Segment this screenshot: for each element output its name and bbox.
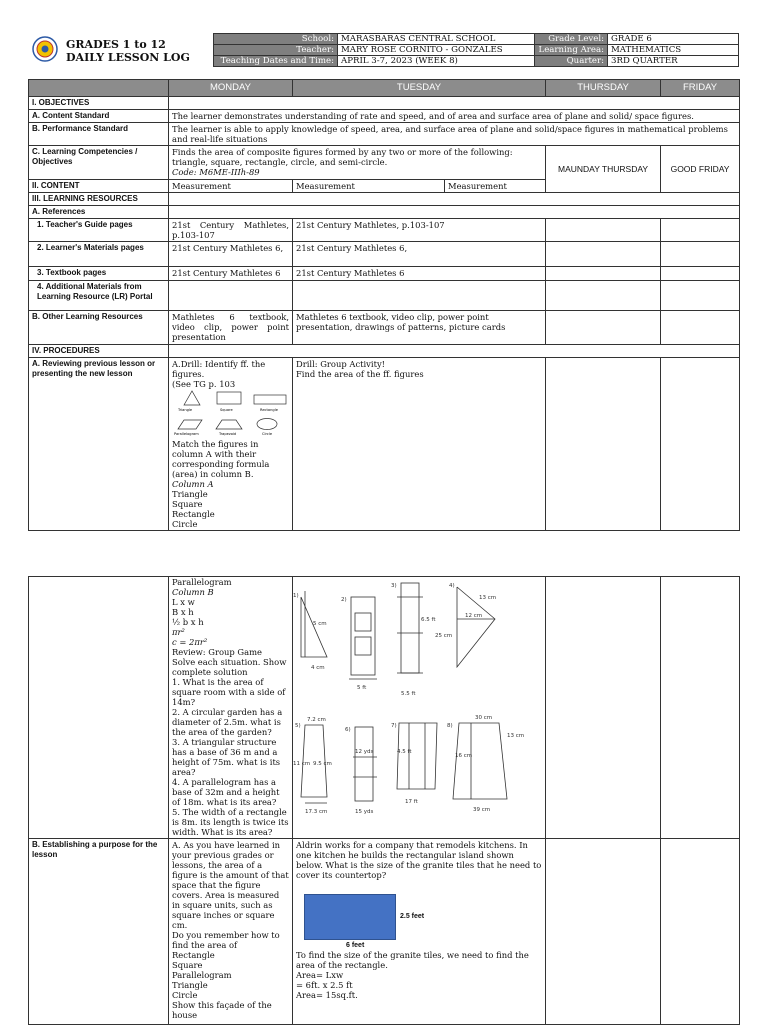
dimension-label: 17 ft	[405, 799, 418, 805]
reviewing-label: A. Reviewing previous lesson or presenting the new lesson	[29, 358, 169, 531]
purpose-intro: A. As you have learned in your previous grades or lessons, the area of a figure is the amount of that space that the figure covers. Area is measured in square units, such as square inches or square cm.	[172, 840, 289, 930]
reviewing-tuesday	[293, 358, 546, 531]
good-friday: GOOD FRIDAY	[661, 146, 740, 193]
school-value: MARASBARAS CENTRAL SCHOOL	[338, 34, 535, 45]
question-1: 1. What is the area of square room with a side of 14m?	[172, 677, 286, 707]
dimension-label: 30 cm	[475, 715, 493, 721]
figure-8-shape	[453, 723, 507, 799]
performance-standard-text: The learner is able to apply knowledge of speed, area, and surface area of plane and solid/space figures in mathematical problems and real-life situations	[169, 123, 740, 146]
log-title-line2: DAILY LESSON LOG	[66, 51, 190, 64]
teachers-guide-label: 1. Teacher's Guide pages	[29, 219, 169, 242]
content-standard-label: A. Content Standard	[29, 110, 169, 123]
deped-seal	[32, 36, 58, 62]
shape-label-square: Square	[220, 408, 233, 412]
column-a-parallelogram: Parallelogram	[172, 577, 232, 587]
question-4: 4. A parallelogram has a base of 32m and a height of 18m. what is its area?	[172, 777, 280, 807]
dimension-label: 4 cm	[311, 665, 325, 671]
figure-2-shape	[351, 597, 375, 675]
dimension-label: 11 cm	[293, 761, 311, 767]
column-b-item: πr²	[172, 627, 185, 637]
purpose-item: Rectangle	[172, 950, 215, 960]
dates-value: APRIL 3-7, 2023 (WEEK 8)	[338, 56, 535, 67]
figure-number: 2)	[341, 597, 347, 603]
day-friday: FRIDAY	[661, 80, 740, 97]
competencies-cell	[169, 146, 546, 180]
dimension-label: 13 cm	[479, 595, 497, 601]
content-standard-text: The learner demonstrates understanding of rate and speed, and of area and surface area of plane and solid/ space figures.	[169, 110, 740, 123]
day-tuesday: TUESDAY	[293, 80, 546, 97]
maunday-thursday: MAUNDAY THURSDAY	[546, 146, 661, 193]
rectangle-shape	[254, 395, 286, 404]
figure-6-shape	[355, 727, 373, 801]
countertop-rectangle	[304, 894, 396, 940]
countertop-length-label: 6 feet	[346, 942, 365, 949]
figure-number: 1)	[293, 593, 299, 599]
kitchen-problem: Aldrin works for a company that remodels kitchens. In one kitchen he builds the rectangular island shown below. What is the size of the granite tiles that he need to cover its countertop?	[296, 840, 542, 880]
column-b-item: L x w	[172, 597, 195, 607]
procedures-heading: IV. PROCEDURES	[29, 345, 169, 358]
dimension-label: 39 cm	[473, 807, 491, 813]
grade-level-value: GRADE 6	[608, 34, 739, 45]
drill-reference: (See TG p. 103	[172, 379, 236, 389]
references-label: A. References	[29, 206, 169, 219]
learning-area-value: MATHEMATICS	[608, 45, 739, 56]
match-instruction: Match the figures in column A with their corresponding formula (area) in column B.	[172, 439, 270, 479]
learners-materials-label: 2. Learner's Materials pages	[29, 242, 169, 267]
performance-standard-label: B. Performance Standard	[29, 123, 169, 146]
dimension-label: 4.5 ft	[397, 749, 412, 755]
dimension-label: 13 cm	[507, 733, 525, 739]
learners-materials-tuesday: 21st Century Mathletes 6,	[293, 242, 546, 267]
column-b-item: c = 2πr²	[172, 637, 208, 647]
competencies-label: C. Learning Competencies / Objectives	[29, 146, 169, 180]
dimension-label: 5 ft	[357, 685, 367, 691]
figure-number: 5)	[295, 723, 301, 729]
purpose-item: Triangle	[172, 980, 208, 990]
purpose-question: Do you remember how to find the area of	[172, 930, 280, 950]
column-a-item: Circle	[172, 519, 198, 529]
log-title-line1: GRADES 1 to 12	[66, 38, 166, 51]
composite-figures	[293, 577, 543, 835]
composite-figures-cell	[293, 577, 546, 839]
other-resources-tuesday: Mathletes 6 textbook, video clip, power point presentation, drawings of patterns, picture cards	[293, 311, 546, 345]
question-5: 5. The width of a rectangle is 8m. its length is twice its width. What is its area?	[172, 807, 289, 837]
purpose-item: Square	[172, 960, 203, 970]
find-area-instruction: Find the area of the ff. figures	[296, 369, 424, 379]
reviewing-monday	[169, 358, 293, 531]
textbook-tuesday: 21st Century Mathletes 6	[293, 267, 546, 281]
solve-instruction: Solve each situation. Show complete solution	[172, 657, 287, 677]
purpose-item: Parallelogram	[172, 970, 232, 980]
textbook-monday: 21st Century Mathletes 6	[169, 267, 293, 281]
countertop-figure	[296, 880, 542, 950]
header-info-table	[213, 33, 739, 67]
teacher-value: MARY ROSE CORNITO - GONZALES	[338, 45, 535, 56]
figure-number: 7)	[391, 723, 397, 729]
shape-label-circle: Circle	[262, 432, 273, 436]
column-a-item: Triangle	[172, 489, 208, 499]
drill-instruction: A.Drill: Identify ff. the figures.	[172, 359, 266, 379]
circle-shape	[257, 419, 277, 430]
purpose-label: B. Establishing a purpose for the lesson	[29, 839, 169, 1025]
column-a-item: Square	[172, 499, 203, 509]
day-thursday: THURSDAY	[546, 80, 661, 97]
content-tuesday: Measurement	[293, 180, 445, 193]
trapezoid-shape	[216, 420, 242, 429]
column-b-item: ½ b x h	[172, 617, 204, 627]
countertop-width-label: 2.5 feet	[400, 913, 425, 920]
review-heading: Review: Group Game	[172, 647, 263, 657]
purpose-item: Circle	[172, 990, 198, 1000]
dimension-label: 5.5 ft	[401, 691, 416, 697]
other-resources-label: B. Other Learning Resources	[29, 311, 169, 345]
dimension-label: 15 yds	[355, 809, 374, 815]
lesson-log-table-continued	[28, 576, 740, 1025]
column-a-heading: Column A	[172, 479, 214, 489]
content-monday: Measurement	[169, 180, 293, 193]
dimension-label: 12 cm	[465, 613, 483, 619]
competency-code: Code: M6ME-IIIh-89	[172, 167, 260, 177]
figure-7-shape	[397, 723, 437, 789]
figure-number: 3)	[391, 583, 397, 589]
purpose-facade: Show this façade of the house	[172, 1000, 272, 1020]
dimension-label: 16 cm	[455, 753, 473, 759]
parallelogram-shape	[178, 420, 202, 429]
content-heading: II. CONTENT	[29, 180, 169, 193]
objectives-heading: I. OBJECTIVES	[29, 97, 169, 110]
quarter-label: Quarter:	[535, 56, 608, 67]
learners-materials-monday: 21st Century Mathletes 6,	[169, 242, 293, 267]
teacher-label: Teacher:	[214, 45, 338, 56]
dimension-label: 17.3 cm	[305, 809, 328, 815]
objectives-blank	[169, 97, 740, 110]
content-wednesday: Measurement	[445, 180, 546, 193]
quarter-value: 3RD QUARTER	[608, 56, 739, 67]
dimension-label: 12 yds	[355, 749, 374, 755]
column-b-heading: Column B	[172, 587, 214, 597]
figure-3-shape	[401, 583, 419, 673]
dimension-label: 7.2 cm	[307, 717, 326, 723]
additional-materials-label: 4. Additional Materials from Learning Resource (LR) Portal	[29, 281, 169, 311]
corner-cell	[29, 80, 169, 97]
teachers-guide-tuesday: 21st Century Mathletes, p.103-107	[293, 219, 546, 242]
shape-label-trapezoid: Trapezoid	[219, 432, 237, 436]
figure-number: 6)	[345, 727, 351, 733]
dimension-label: 5 cm	[313, 621, 327, 627]
figure-number: 8)	[447, 723, 453, 729]
school-label: School:	[214, 34, 338, 45]
group-activity: Drill: Group Activity!	[296, 359, 386, 369]
solution-intro: To find the size of the granite tiles, we need to find the area of the rectangle.	[296, 950, 529, 970]
solution-substitution: = 6ft. x 2.5 ft	[296, 980, 353, 990]
day-monday: MONDAY	[169, 80, 293, 97]
dimension-label: 9.5 cm	[313, 761, 332, 767]
resources-heading: III. LEARNING RESOURCES	[29, 193, 169, 206]
solution-answer: Area= 15sq.ft.	[296, 990, 358, 1000]
textbook-label: 3. Textbook pages	[29, 267, 169, 281]
dates-label: Teaching Dates and Time:	[214, 56, 338, 67]
column-b-item: B x h	[172, 607, 194, 617]
purpose-tuesday	[293, 839, 546, 1025]
question-3: 3. A triangular structure has a base of 36 m and a height of 75m. what is its area?	[172, 737, 281, 777]
review-monday	[169, 577, 293, 839]
column-a-item: Rectangle	[172, 509, 215, 519]
square-shape	[217, 392, 241, 404]
learning-area-label: Learning Area:	[535, 45, 608, 56]
shape-label-triangle: Triangle	[178, 408, 193, 412]
shape-label-parallelogram: Parallelogram	[174, 432, 199, 436]
solution-formula: Area= Lxw	[296, 970, 344, 980]
competencies-text: Finds the area of composite figures formed by any two or more of the following: triangle, square, rectangle, circle, and semi-circle.	[172, 147, 513, 167]
dimension-label: 25 cm	[435, 633, 453, 639]
dimension-label: 6.5 ft	[421, 617, 436, 623]
triangle-shape	[184, 391, 200, 405]
question-2: 2. A circular garden has a diameter of 2.5m. what is the area of the garden?	[172, 707, 283, 737]
lesson-log-table	[28, 79, 740, 531]
grade-level-label: Grade Level:	[535, 34, 608, 45]
other-resources-monday: Mathletes 6 textbook, video clip, power point presentation	[169, 311, 293, 345]
shapes-drill-figure	[172, 389, 290, 437]
teachers-guide-monday: 21st Century Mathletes, p.103-107	[169, 219, 293, 242]
figure-number: 4)	[449, 583, 455, 589]
shape-label-rectangle: Rectangle	[260, 408, 278, 412]
purpose-monday	[169, 839, 293, 1025]
